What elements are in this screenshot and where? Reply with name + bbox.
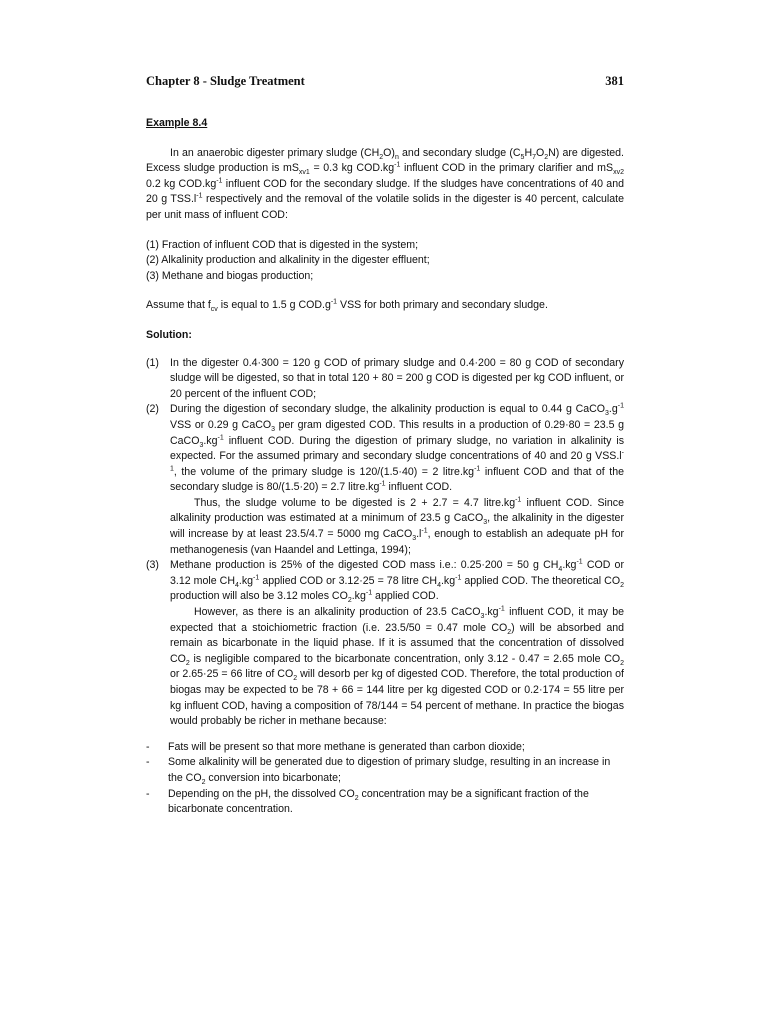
- solution-item-number: (2): [146, 403, 159, 416]
- bullet-item: [146, 740, 624, 756]
- assumption-text: Assume that $f_{cv}$ is equal to 1.5 g $COD.g^{-1}$ VSS for both primary and secondary sludge.: [146, 298, 548, 314]
- page-number: 381: [605, 74, 624, 88]
- question-item: (1) Fraction of influent COD that is digested in the system;: [146, 238, 419, 251]
- bullet-list: [146, 740, 624, 818]
- chapter-title: Chapter 8 - Sludge Treatment: [146, 74, 305, 88]
- page-content: [146, 116, 624, 818]
- bullet-text: Fats will be present so that more methane is generated than carbon dioxide;: [168, 740, 525, 753]
- bullet-marker: -: [146, 787, 150, 800]
- solution-item-body: [170, 356, 624, 403]
- solution-list: [146, 356, 624, 730]
- solution-item: [146, 356, 624, 403]
- solution-paragraph: During the digestion of secondary sludge, the alkalinity production is equal to 0.44 g $CaCO_3.g^{-1}$ VSS or 0.29 g CaCO$_3$ per gram digested COD. This results in a production of 0.29·80 = 23.5 g $CaCO_3.kg^{-1}$ influent COD. During the digestion of primary sludge, no variation in alkalinity is expected. For the assumed primary and secondary sludge concentrations of 40 and 20 g $VSS.l^{-1}$, the volume of the primary sludge is 120/(1.5·40) = 2 $litre.kg^{-1}$ influent COD and that of the secondary sludge is 80/(1.5·20) = 2.7 $litre.kg^{-1}$ influent COD.: [170, 402, 624, 494]
- bullet-marker: -: [146, 740, 150, 753]
- solution-paragraph: However, as there is an alkalinity production of 23.5 $CaCO_3.kg^{-1}$ influent COD, it may be expected that a stoichiometric fraction (i.e. 23.5/50 = 0.47 mole $CO_2$) will be absorbed and remain as bicarbonate in the liquid phase. If it is assumed that the concentration of dissolved $CO_2$ is negligible compared to the bicarbonate concentration, only 3.12 - 0.47 = 2.65 mole $CO_2$ or 2.65·25 = 66 litre of $CO_2$ will desorb per kg of digested COD. Therefore, the total production of biogas may be expected to be 78 + 66 = 144 litre per kg digested COD or 0.2·174 = 55 litre per kg influent COD, having a composition of 78/144 = 54 percent of methane. In practice the biogas would probably be richer in methane because:: [170, 605, 624, 728]
- solution-paragraph: Thus, the sludge volume to be digested is 2 + 2.7 = 4.7 $litre.kg^{-1}$ influent COD. Since alkalinity production was estimated at a minimum of 23.5 g CaCO$_3$, the alkalinity in the digester will increase by at least 23.5/4.7 = 5000 mg $CaCO_3.l^{-1}$, enough to establish an adequate pH for methanogenesis (van Haandel and Lettinga, 1994);: [170, 496, 624, 556]
- solution-title: Solution:: [146, 328, 192, 341]
- bullet-item: [146, 755, 624, 786]
- question-list: [146, 238, 624, 285]
- solution-item-body: [170, 402, 624, 558]
- example-intro: In an anaerobic digester primary sludge $(CH_2O)_n$ and secondary sludge $(C_5H_7O_2N)$ are digested. Excess sludge production is $mS_{xv1} = 0.3$ kg $COD.kg^{-1}$ influent COD in the primary clarifier and $mS_{xv2}$ 0.2 kg $COD.kg^{-1}$ influent COD for the secondary sludge. If the sludges have concentrations of 40 and 20 g $TSS.l^{-1}$ respectively and the removal of the volatile solids in the digester is 40 percent, calculate per unit mass of influent COD:: [146, 146, 624, 221]
- question-item: (3) Methane and biogas production;: [146, 269, 314, 282]
- solution-item-number: (1): [146, 356, 159, 369]
- solution-item: [146, 402, 624, 558]
- example-title: Example 8.4: [146, 117, 208, 129]
- question-item: (2) Alkalinity production and alkalinity in the digester effluent;: [146, 254, 430, 267]
- bullet-text: Depending on the pH, the dissolved $CO_2$ concentration may be a significant fraction of the bicarbonate concentration.: [168, 787, 589, 816]
- solution-item: [146, 558, 624, 730]
- bullet-item: [146, 787, 624, 818]
- solution-paragraph: Methane production is 25% of the digested COD mass i.e.: 0.25·200 = 50 g $CH_4.kg^{-1}$ COD or 3.12 mole $CH_4.kg^{-1}$ applied COD or 3.12·25 = 78 litre $CH_4.kg^{-1}$ applied COD. The theoretical $CO_2$ production will also be 3.12 moles $CO_2.kg^{-1}$ applied COD.: [170, 558, 624, 605]
- solution-item-body: [170, 558, 624, 730]
- bullet-marker: -: [146, 756, 150, 769]
- bullet-text: Some alkalinity will be generated due to digestion of primary sludge, resulting in an increase in the $CO_2$ conversion into bicarbonate;: [168, 756, 611, 787]
- solution-paragraph: In the digester 0.4·300 = 120 g COD of primary sludge and 0.4·200 = 80 g COD of secondary sludge will be digested, so that in total 120 + 80 = 200 g COD is digested per kg COD influent, or 20 percent of the influent COD;: [170, 356, 624, 400]
- solution-item-number: (3): [146, 559, 159, 572]
